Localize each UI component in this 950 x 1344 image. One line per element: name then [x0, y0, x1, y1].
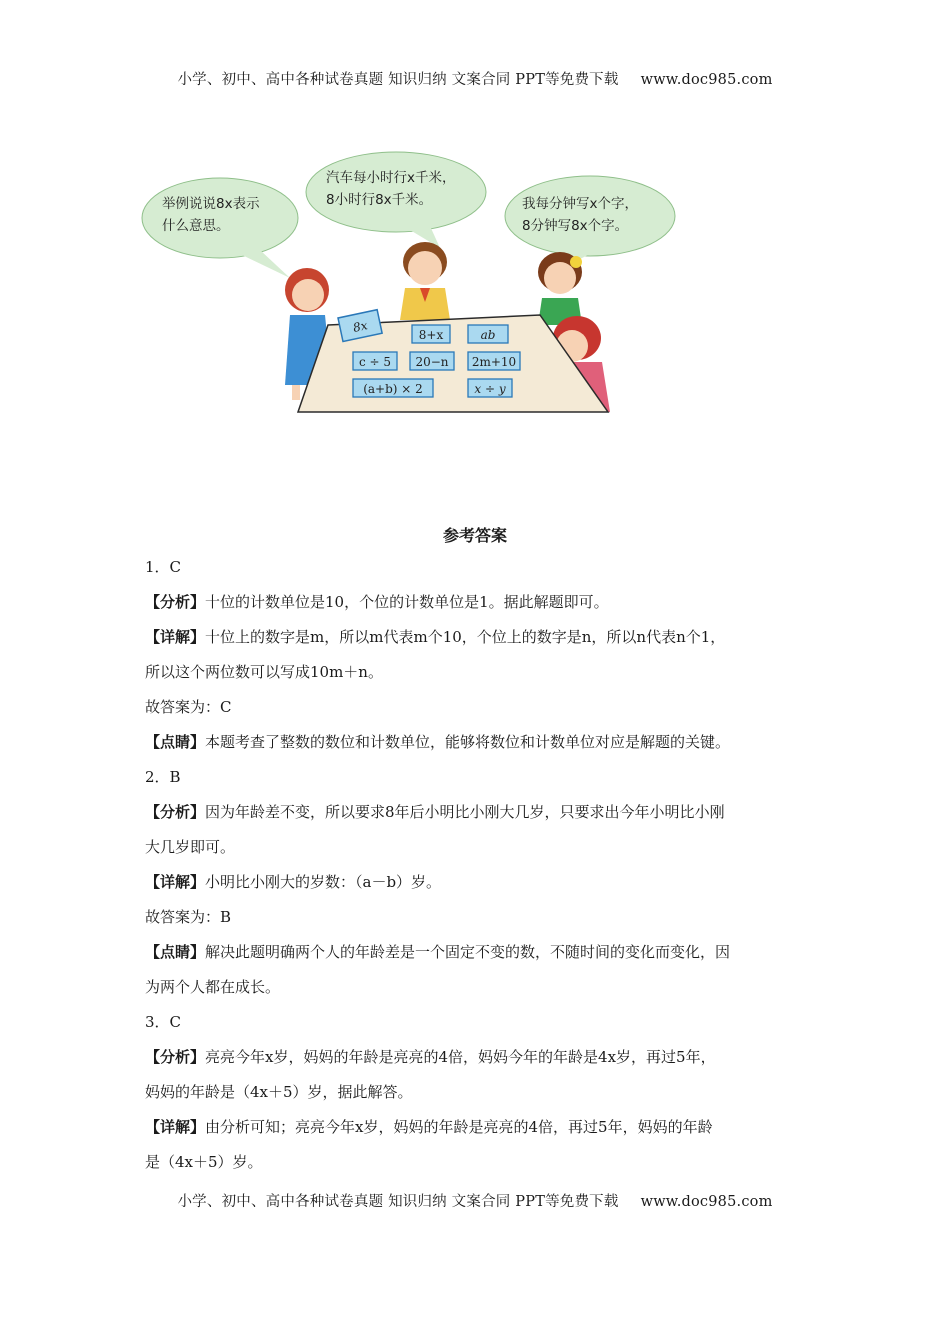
point-text: 解决此题明确两个人的年龄差是一个固定不变的数，不随时间的变化而变化，因 — [205, 943, 731, 961]
q3-analysis-cont: 妈妈的年龄是（4x＋5）岁，据此解答。 — [145, 1083, 413, 1101]
boy-middle — [400, 242, 450, 320]
card-text: ab — [480, 328, 496, 342]
held-card-text: 8x — [351, 318, 369, 335]
card — [410, 352, 454, 370]
card — [468, 379, 512, 397]
q2-result: 故答案为：B — [145, 908, 232, 926]
q1-detail-cont: 所以这个两位数可以写成10m＋n。 — [145, 663, 383, 681]
analysis-tag: 【分析】 — [145, 1048, 206, 1066]
detail-text: 十位上的数字是m，所以m代表m个10，个位上的数字是n，所以n代表n个1， — [205, 628, 726, 646]
classroom-illustration — [140, 150, 680, 425]
detail-text: 小明比小刚大的岁数：（a－b）岁。 — [205, 873, 442, 891]
footer-text: 小学、初中、高中各种试卷真题 知识归纳 文案合同 PPT等免费下载 — [177, 1194, 619, 1210]
q2-analysis-cont: 大几岁即可。 — [145, 838, 236, 856]
analysis-tag: 【分析】 — [145, 593, 206, 611]
q3-detail — [145, 1116, 810, 1138]
q3-answer: 3．C — [145, 1013, 182, 1031]
q1-analysis — [145, 591, 810, 613]
bubble-left-line2: 什么意思。 — [162, 218, 230, 234]
q1-result: 故答案为：C — [145, 698, 232, 716]
answers-title: 参考答案 — [442, 526, 507, 545]
card — [353, 352, 397, 370]
card-text: x ÷ y — [474, 382, 506, 396]
detail-tag: 【详解】 — [145, 1118, 206, 1136]
bubble-right-line1: 我每分钟写x个字， — [522, 196, 638, 212]
point-tag: 【点睛】 — [145, 943, 206, 961]
q1-answer: 1．C — [145, 558, 182, 576]
analysis-text: 亮亮今年x岁，妈妈的年龄是亮亮的4倍，妈妈今年的年龄是4x岁，再过5年， — [205, 1048, 716, 1066]
detail-tag: 【详解】 — [145, 628, 206, 646]
detail-tag: 【详解】 — [145, 873, 206, 891]
card-text: 20−n — [415, 355, 449, 369]
answers-body — [145, 556, 810, 1173]
header-site: www.doc985.com — [640, 72, 773, 88]
speech-bubble-middle — [306, 152, 486, 248]
bubble-right-line2: 8分钟写8x个字。 — [522, 218, 629, 234]
page-header — [0, 68, 950, 89]
q1-detail — [145, 626, 810, 648]
q2-answer: 2．B — [145, 768, 181, 786]
q2-point-cont: 为两个人都在成长。 — [145, 978, 281, 996]
bubble-middle-line1: 汽车每小时行x千米， — [326, 170, 456, 186]
q3-analysis — [145, 1046, 810, 1068]
card — [412, 325, 450, 343]
card-text: (a+b) × 2 — [363, 382, 423, 396]
page-footer — [0, 1190, 950, 1211]
point-text: 本题考查了整数的数位和计数单位，能够将数位和计数单位对应是解题的关键。 — [205, 733, 731, 751]
footer-site: www.doc985.com — [640, 1194, 773, 1210]
detail-text: 由分析可知；亮亮今年x岁，妈妈的年龄是亮亮的4倍，再过5年，妈妈的年龄 — [205, 1118, 713, 1136]
speech-bubble-left — [142, 178, 298, 278]
girl-right-back — [538, 252, 582, 325]
analysis-text: 十位的计数单位是10，个位的计数单位是1。据此解题即可。 — [205, 593, 609, 611]
analysis-text: 因为年龄差不变，所以要求8年后小明比小刚大几岁，只要求出今年小明比小刚 — [205, 803, 725, 821]
point-tag: 【点睛】 — [145, 733, 206, 751]
card-text: 2m+10 — [471, 355, 517, 369]
analysis-tag: 【分析】 — [145, 803, 206, 821]
header-text: 小学、初中、高中各种试卷真题 知识归纳 文案合同 PPT等免费下载 — [177, 72, 619, 88]
card-text: 8+x — [418, 328, 444, 342]
bubble-left-line1: 举例说说8x表示 — [162, 196, 260, 212]
q1-point — [145, 731, 810, 753]
q2-analysis — [145, 801, 810, 823]
card — [468, 352, 520, 370]
card-text: c ÷ 5 — [358, 355, 392, 369]
speech-bubble-right — [505, 176, 675, 270]
card — [468, 325, 508, 343]
q2-detail — [145, 871, 810, 893]
card — [353, 379, 433, 397]
q2-point — [145, 941, 810, 963]
bubble-middle-line2: 8小时行8x千米。 — [326, 192, 433, 208]
q3-detail-cont: 是（4x＋5）岁。 — [145, 1153, 263, 1171]
